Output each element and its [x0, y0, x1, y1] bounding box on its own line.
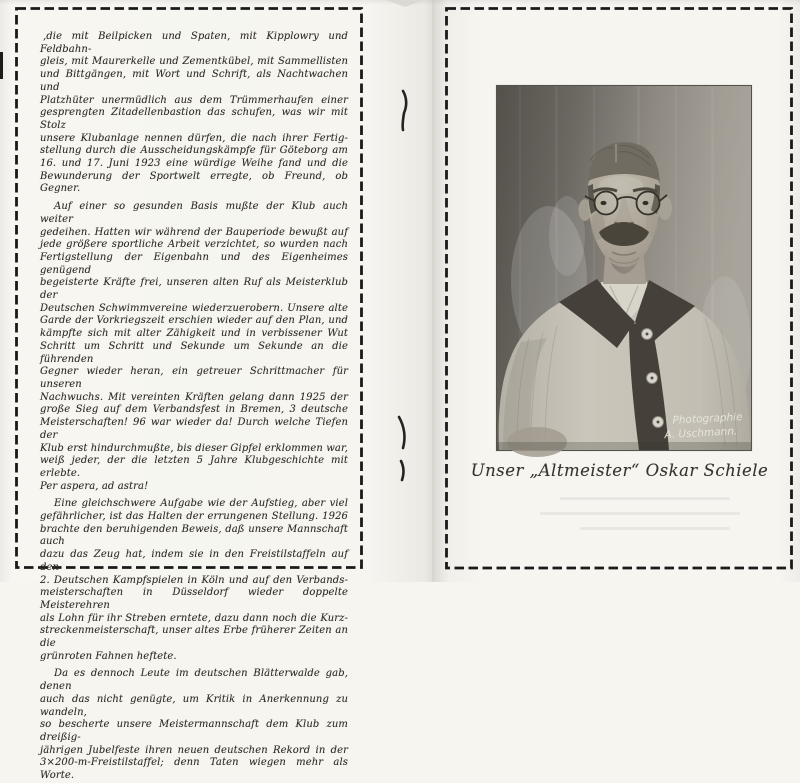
text-line: dazu das Zeug hat, indem sie in den Freistilstaffeln auf den: [40, 549, 348, 573]
scan-edge-mark: [0, 52, 3, 79]
portrait-illustration: [497, 86, 751, 450]
eye-right: [643, 201, 649, 205]
page-corner-notch: [386, 0, 424, 7]
text-line: gesprengten Zitadellenbastion das schufen, was wir mit Stolz: [40, 107, 348, 131]
paragraph: [40, 498, 348, 663]
left-page-text: [40, 31, 348, 783]
bleedthrough-smudges: [540, 497, 740, 530]
text-line: Bewunderung der Sportwelt erregte, ob Freund, ob Gegner.: [40, 170, 348, 195]
text-line: streckenmeisterschaft, unser altes Erbe früherer Zeiten an die: [40, 625, 348, 650]
text-line: Auf einer so gesunden Basis mußte der Klub auch weiter: [40, 201, 348, 225]
text-line: als Lohn für ihr Streben erntete, dazu dann noch die Kurz-: [40, 612, 348, 624]
credit-line-1: Photographie: [672, 411, 743, 427]
paragraph: [40, 201, 348, 493]
photo-caption: Unser „Altmeister“ Oskar Schiele: [470, 461, 769, 480]
text-line: so bescherte unsere Meistermannschaft dem Klub zum dreißig-: [40, 719, 348, 743]
text-line: gleis, mit Maurerkelle und Zementkübel, mit Sammellisten: [40, 56, 348, 68]
eye-left: [601, 201, 607, 205]
staple-marks: [399, 91, 406, 480]
portrait-photo: [496, 85, 752, 451]
text-line: Meisterschaften! 96 war wieder da! Durch welche Tiefen der: [40, 417, 348, 441]
text-line: auch das nicht genügte, um Kritik in Anerkennung zu wandeln,: [40, 693, 348, 718]
text-line: meisterschaften in Düsseldorf wieder doppelte Meisterehren: [40, 587, 348, 611]
text-line: Klub erst hindurchmußte, bis dieser Gipfel erklommen war,: [40, 442, 348, 454]
text-line: begeisterte Kräfte frei, unseren alten Ruf als Meisterklub der: [40, 277, 348, 302]
text-line: 16. und 17. Juni 1923 eine würdige Weihe fand und die: [40, 158, 348, 170]
text-line: gefährlicher, ist das Halten der errungenen Stellung. 1926: [40, 511, 348, 523]
text-line: unsere Klubanlage nennen dürfen, die nach ihrer Fertig-: [40, 132, 348, 144]
text-line: grünroten Fahnen heftete.: [40, 650, 177, 662]
text-line: Gegner wieder heran, ein getreuer Schrittmacher für unseren: [40, 366, 348, 390]
text-line: 2. Deutschen Kampfspielen in Köln und auf den Verbands-: [40, 574, 348, 586]
text-line: jede größere sportliche Arbeit verzichtet, so wurden nach: [40, 239, 348, 251]
text-line: Da es dennoch Leute im deutschen Blätterwalde gab, denen: [40, 668, 348, 693]
text-line: große Sieg auf dem Verbandsfest in Bremen, 3 deutsche: [40, 404, 348, 416]
text-line: Schritt um Schritt und Sekunde um Sekunde an die führenden: [40, 340, 348, 365]
text-line: und Bittgängen, mit Wort und Schrift, als Nachtwachen und: [40, 69, 348, 93]
text-line: Eine gleichschwere Aufgabe wie der Aufstieg, aber viel: [54, 498, 348, 510]
text-line: Deutschen Schwimmvereine wiederzuerobern. Unsere alte: [40, 302, 348, 314]
text-line: Per aspera, ad astra!: [40, 480, 149, 492]
text-line: kämpfte sich mit alter Zähigkeit und in verbissener Wut: [40, 328, 348, 340]
text-line: weiß jeder, der die letzten 5 Jahre Klubgeschichte mit erlebte.: [40, 455, 348, 479]
text-line: Platzhüter unermüdlich aus dem Trümmerhaufen einer: [40, 94, 348, 106]
text-line: jährigen Jubelfeste ihren neuen deutschen Rekord in der: [40, 744, 348, 756]
text-line: stellung durch die Ausscheidungskämpfe für Göteborg am: [40, 145, 348, 157]
photo-bottom-strip: [497, 442, 751, 450]
credit-line-2: A. Uschmann.: [664, 425, 738, 442]
text-line: Fertigstellung der Eigenbahn und des Eigenheimes genügend: [40, 251, 348, 276]
text-line: ‚die mit Beilpicken und Spaten, mit Kipplowry und Feldbahn-: [40, 31, 348, 55]
text-line: Nachwuchs. Mit vereinten Kräften gelang dann 1925 der: [40, 391, 348, 403]
paragraph: [40, 668, 348, 782]
text-line: brachte den beruhigenden Beweis, daß unsere Mannschaft auch: [40, 523, 348, 548]
paragraph: [40, 31, 348, 196]
text-line: gedeihen. Hatten wir während der Bauperiode bewußt auf: [40, 226, 348, 238]
text-line: Garde der Vorkriegszeit erschien wieder auf den Plan, und: [40, 315, 348, 327]
text-line: 3×200-m-Freistilstaffel; denn Taten wiegen mehr als Worte.: [40, 757, 348, 782]
